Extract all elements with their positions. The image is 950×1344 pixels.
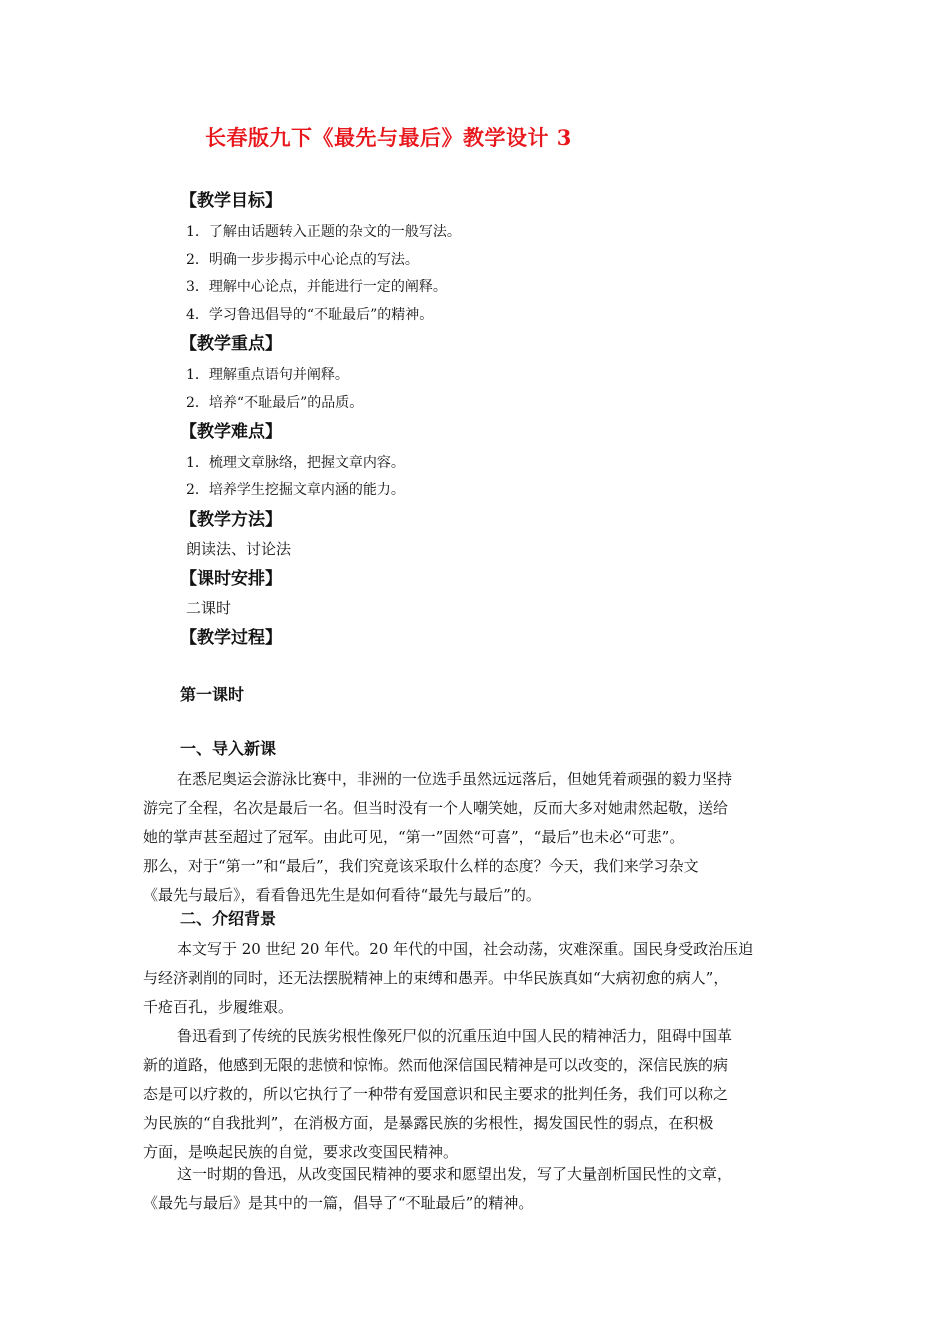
objective-item: 1．了解由话题转入正题的杂文的一般写法。 [186,224,461,240]
difficulties-heading: 【教学难点】 [180,422,282,442]
difficulty-item: 1．梳理文章脉络，把握文章内容。 [186,455,405,471]
key-points-heading: 【教学重点】 [180,334,282,354]
paragraph-line: 《最先与最后》是其中的一篇，倡导了“不耻最后”的精神。 [143,1194,534,1212]
paragraph-line: 《最先与最后》，看看鲁迅先生是如何看待“最先与最后”的。 [143,886,541,904]
background-paragraph [143,935,813,1022]
document-title: 长春版九下《最先与最后》教学设计 3 [205,125,572,150]
paragraph-line: 态是可以疗救的，所以它执行了一种带有爱国意识和民主要求的批判任务，我们可以称之 [143,1085,729,1103]
schedule-text: 二课时 [186,599,232,617]
objectives-heading: 【教学目标】 [180,191,282,211]
section-heading-background: 二、介绍背景 [180,909,277,928]
methods-heading: 【教学方法】 [180,510,282,530]
intro-paragraph [143,765,813,910]
lesson-title: 第一课时 [180,685,245,704]
paragraph-line: 新的道路，他感到无限的悲愤和惊怖。然而他深信国民精神是可以改变的，深信民族的病 [143,1056,729,1074]
objective-item: 2．明确一步步揭示中心论点的写法。 [186,252,419,268]
paragraph-line: 游完了全程，名次是最后一名。但当时没有一个人嘲笑她，反而大多对她肃然起敬，送给 [143,799,729,817]
objective-item: 3．理解中心论点，并能进行一定的阐释。 [186,279,447,295]
section-heading-intro: 一、导入新课 [180,739,277,758]
paragraph-line: 她的掌声甚至超过了冠军。由此可见，“第一”固然“可喜”，“最后”也未必“可悲”。 [143,828,685,846]
paragraph-line: 方面，是唤起民族的自觉，要求改变国民精神。 [143,1143,459,1161]
paragraph-line: 鲁迅看到了传统的民族劣根性像死尸似的沉重压迫中国人民的精神活力，阻碍中国革 [177,1027,733,1045]
paragraph-line: 与经济剥削的同时，还无法摆脱精神上的束缚和愚弄。中华民族真如“大病初愈的病人”， [143,969,729,987]
schedule-heading: 【课时安排】 [180,569,282,589]
difficulty-item: 2．培养学生挖掘文章内涵的能力。 [186,482,405,498]
key-point-item: 2．培养“不耻最后”的品质。 [186,395,364,411]
process-heading: 【教学过程】 [180,628,282,648]
key-point-item: 1．理解重点语句并阐释。 [186,367,349,383]
paragraph-line: 这一时期的鲁迅，从改变国民精神的要求和愿望出发，写了大量剖析国民性的文章， [177,1165,733,1183]
paragraph-line: 那么，对于“第一”和“最后”，我们究竟该采取什么样的态度？今天，我们来学习杂文 [143,857,699,875]
background-paragraph [143,1160,813,1218]
paragraph-line: 在悉尼奥运会游泳比赛中，非洲的一位选手虽然远远落后，但她凭着顽强的毅力坚持 [177,770,733,788]
paragraph-line: 为民族的“自我批判”，在消极方面，是暴露民族的劣根性，揭发国民性的弱点，在积极 [143,1114,714,1132]
paragraph-line: 本文写于 20 世纪 20 年代。20 年代的中国，社会动荡，灾难深重。国民身受政治压迫 [177,940,754,958]
methods-text: 朗读法、讨论法 [186,540,292,558]
background-paragraph [143,1022,813,1167]
objective-item: 4．学习鲁迅倡导的“不耻最后”的精神。 [186,307,434,323]
paragraph-line: 千疮百孔，步履维艰。 [143,998,294,1016]
